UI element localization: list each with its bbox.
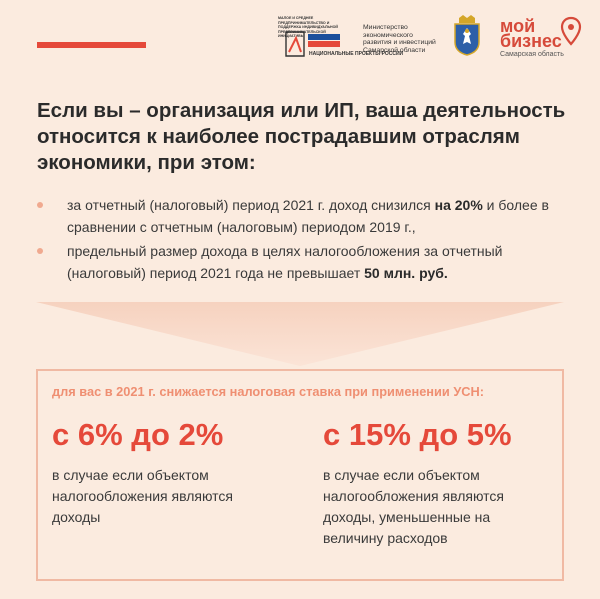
- national-projects-mark-text: НАЦИОНАЛЬНЫЕ ПРОЕКТЫ РОССИИ: [309, 51, 404, 57]
- ministry-line-3: развития и инвестиций: [363, 39, 436, 47]
- location-pin-icon: [561, 17, 581, 45]
- bullet-dot-icon: [37, 248, 43, 254]
- ministry-line-4: Самарской области: [363, 46, 426, 54]
- rate-income: с 6% до 2%: [52, 417, 224, 452]
- accent-bar: [37, 42, 146, 48]
- ministry-logo-text: [363, 24, 443, 54]
- conditions-list: [37, 194, 582, 286]
- rate-income-minus-expenses: с 15% до 5%: [323, 417, 512, 452]
- headline: Если вы – организация или ИП, ваша деятельность относится к наиболее пострадавшим отраслям экономики, при этом:: [37, 99, 566, 174]
- moy-biznes-word-2: бизнес: [500, 31, 562, 51]
- condition-income: в случае если объектом налогообложения являются доходы: [52, 467, 233, 525]
- ministry-line-1: Министерство: [363, 24, 408, 31]
- list-item: [37, 240, 582, 284]
- tax-rate-intro: для вас в 2021 г. снижается налоговая ставка при применении УСН:: [52, 384, 485, 399]
- bullet-emphasis-1: на 20%: [434, 197, 483, 213]
- list-item: [37, 194, 582, 238]
- bullet-text-1: за отчетный (налоговый) период 2021 г. доход снизился: [67, 197, 435, 213]
- national-project-caption: МАЛОЕ И СРЕДНЕЕ ПРЕДПРИНИМАТЕЛЬСТВО И ПОДДЕРЖКА ИНДИВИДУАЛЬНОЙ ПРЕДПРИНИМАТЕЛЬСКОЙ ИНИЦИАТИВЫ: [278, 16, 339, 38]
- samara-coat-of-arms-icon: [449, 14, 485, 56]
- moy-biznes-word-1: мой: [500, 16, 536, 36]
- ministry-line-2: экономического: [363, 31, 413, 39]
- moy-biznes-region: Самарская область: [500, 51, 564, 58]
- tax-rate-box: [36, 369, 564, 581]
- moy-biznes-logo: [497, 17, 582, 63]
- bullet-text-2: предельный размер дохода в целях налогообложения за отчетный (налоговый) период 2021 года не превышает: [67, 243, 503, 281]
- bullet-text-1-end: и более в сравнении с отчетным (налоговым) периодом 2019 г.,: [67, 197, 549, 235]
- funnel-arrow-shape: [0, 302, 600, 366]
- bullet-dot-icon: [37, 202, 43, 208]
- condition-income-minus-expenses: в случае если объектом налогообложения являются доходы, уменьшенные на величину расходов: [323, 467, 504, 546]
- bullet-emphasis-2: 50 млн. руб.: [364, 265, 448, 281]
